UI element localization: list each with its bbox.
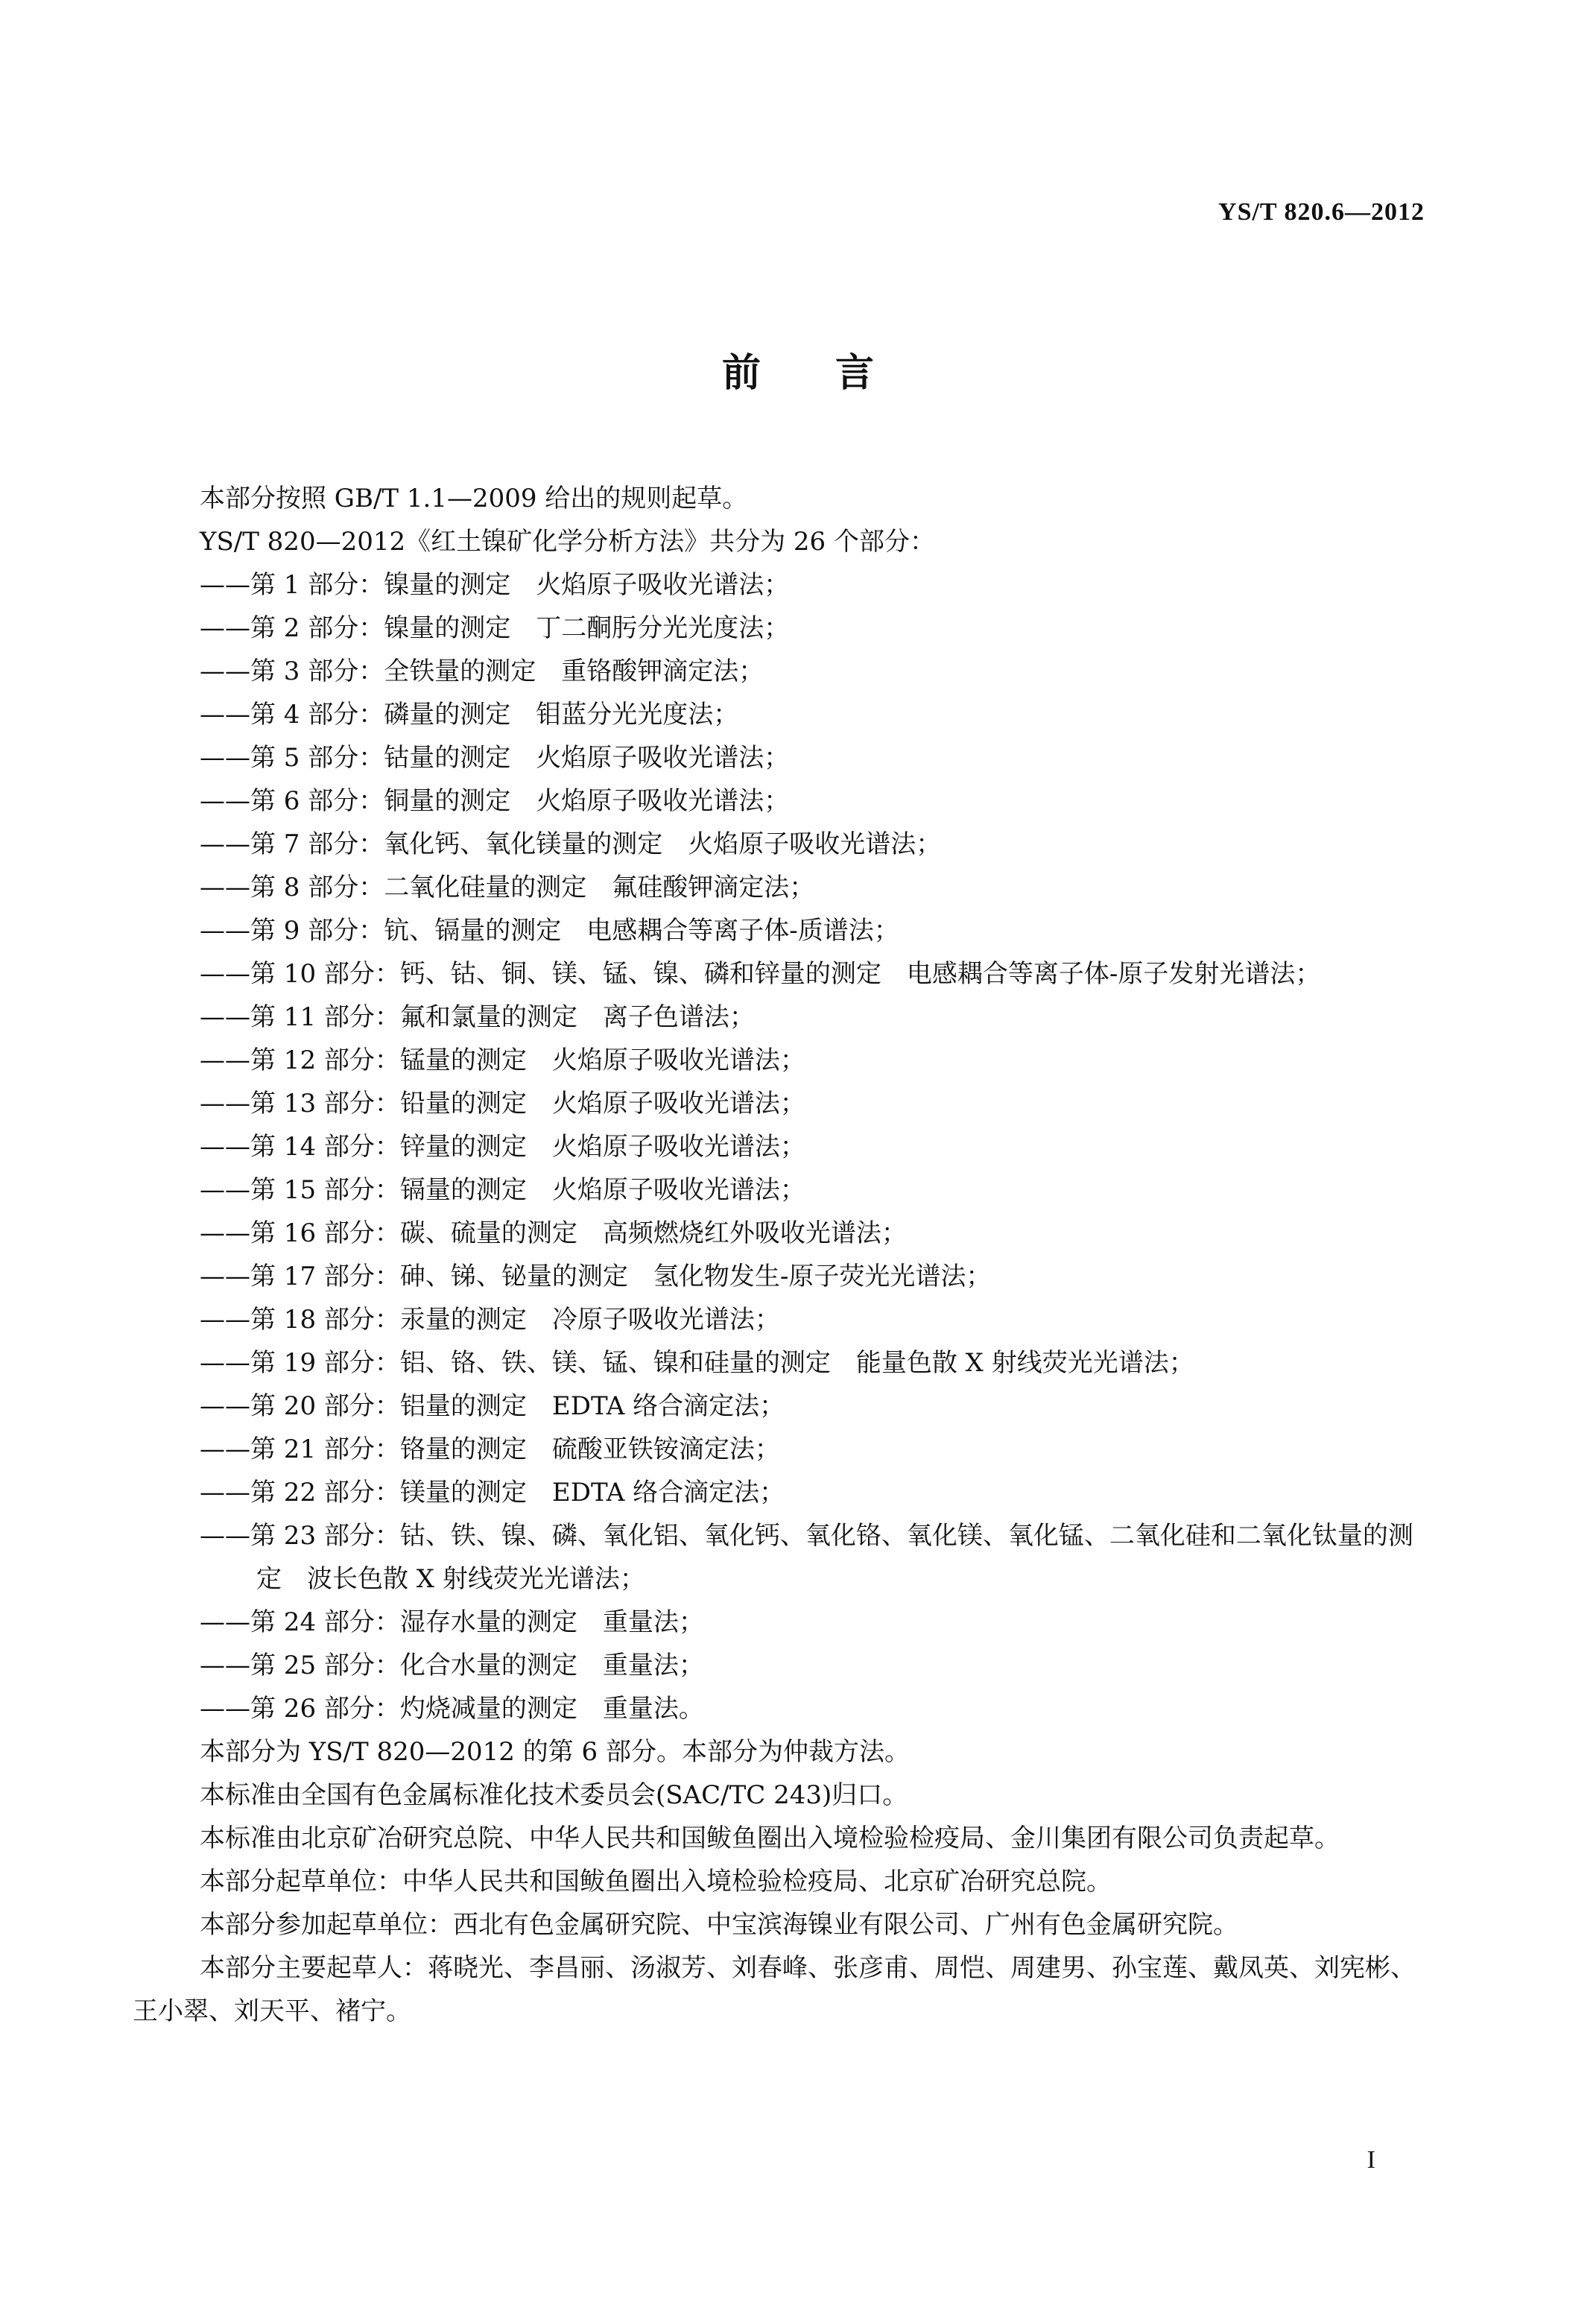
intro-paragraph: YS/T 820—2012《红土镍矿化学分析方法》共分为 26 个部分： xyxy=(200,527,935,557)
list-item: ——第 24 部分：湿存水量的测定 重量法； xyxy=(200,1607,704,1637)
list-item: ——第 18 部分：汞量的测定 冷原子吸收光谱法； xyxy=(200,1305,780,1335)
list-item: ——第 10 部分：钙、钴、铜、镁、锰、镍、磷和锌量的测定 电感耦合等离子体-原子发射光谱法； xyxy=(200,959,1321,989)
list-item: ——第 4 部分：磷量的测定 钼蓝分光光度法； xyxy=(200,700,739,730)
list-item: ——第 26 部分：灼烧减量的测定 重量法。 xyxy=(200,1694,704,1724)
foreword-body xyxy=(133,477,1428,2033)
list-item: ——第 22 部分：镁量的测定 EDTA 络合滴定法； xyxy=(200,1478,785,1508)
closing-paragraph: 本部分参加起草单位：西北有色金属研究院、中宝滨海镍业有限公司、广州有色金属研究院。 xyxy=(200,1910,1238,1940)
closing-paragraph: 本部分起草单位：中华人民共和国鲅鱼圈出入境检验检疫局、北京矿冶研究总院。 xyxy=(200,1867,1112,1896)
list-item: ——第 13 部分：铅量的测定 火焰原子吸收光谱法； xyxy=(200,1089,805,1119)
intro-paragraph: 本部分按照 GB/T 1.1—2009 给出的规则起草。 xyxy=(200,484,748,513)
closing-paragraph: 本部分为 YS/T 820—2012 的第 6 部分。本部分为仲裁方法。 xyxy=(200,1737,910,1767)
list-item: ——第 5 部分：钴量的测定 火焰原子吸收光谱法； xyxy=(200,743,790,773)
page-title: 前言 xyxy=(721,351,949,396)
list-item: ——第 25 部分：化合水量的测定 重量法； xyxy=(200,1651,704,1680)
list-item: ——第 16 部分：碳、硫量的测定 高频燃烧红外吸收光谱法； xyxy=(200,1218,907,1248)
list-item: ——第 9 部分：钪、镉量的测定 电感耦合等离子体-质谱法； xyxy=(200,916,899,946)
list-item: ——第 12 部分：锰量的测定 火焰原子吸收光谱法； xyxy=(200,1045,805,1075)
list-item: ——第 14 部分：锌量的测定 火焰原子吸收光谱法； xyxy=(200,1132,805,1162)
list-item: ——第 19 部分：铝、铬、铁、镁、锰、镍和硅量的测定 能量色散 X 射线荧光光谱法； xyxy=(200,1348,1194,1378)
closing-paragraph: 本标准由北京矿冶研究总院、中华人民共和国鲅鱼圈出入境检验检疫局、金川集团有限公司负责起草。 xyxy=(200,1823,1340,1853)
standard-code: YS/T 820.6—2012 xyxy=(1218,198,1425,226)
list-item: ——第 21 部分：铬量的测定 硫酸亚铁铵滴定法； xyxy=(200,1434,780,1464)
list-item: ——第 17 部分：砷、锑、铋量的测定 氢化物发生-原子荧光光谱法； xyxy=(200,1262,992,1291)
list-item: ——第 20 部分：铝量的测定 EDTA 络合滴定法； xyxy=(200,1391,785,1421)
list-item: ——第 15 部分：镉量的测定 火焰原子吸收光谱法； xyxy=(200,1175,805,1205)
closing-paragraph: 本标准由全国有色金属标准化技术委员会(SAC/TC 243)归口。 xyxy=(200,1780,908,1810)
list-item: ——第 7 部分：氧化钙、氧化镁量的测定 火焰原子吸收光谱法； xyxy=(200,829,942,859)
parts-list xyxy=(133,563,1428,1730)
list-item: ——第 3 部分：全铁量的测定 重铬酸钾滴定法； xyxy=(200,657,764,686)
closing-paragraph: 本部分主要起草人：蒋晓光、李昌丽、汤淑芳、刘春峰、张彦甫、周恺、周建男、孙宝莲、戴凤英、刘宪彬、王小翠、刘天平、褚宁。 xyxy=(133,1953,1416,2026)
list-item: ——第 11 部分：氟和氯量的测定 离子色谱法； xyxy=(200,1002,755,1032)
list-item: ——第 8 部分：二氧化硅量的测定 氟硅酸钾滴定法； xyxy=(200,873,815,902)
list-item: ——第 23 部分：钴、铁、镍、磷、氧化铝、氧化钙、氧化铬、氧化镁、氧化锰、二氧化硅和二氧化钛量的测定 波长色散 X 射线荧光光谱法； xyxy=(200,1521,1413,1594)
list-item: ——第 1 部分：镍量的测定 火焰原子吸收光谱法； xyxy=(200,570,790,600)
list-item: ——第 6 部分：铜量的测定 火焰原子吸收光谱法； xyxy=(200,786,790,816)
page-number: I xyxy=(1367,2146,1375,2174)
list-item: ——第 2 部分：镍量的测定 丁二酮肟分光光度法； xyxy=(200,613,790,643)
